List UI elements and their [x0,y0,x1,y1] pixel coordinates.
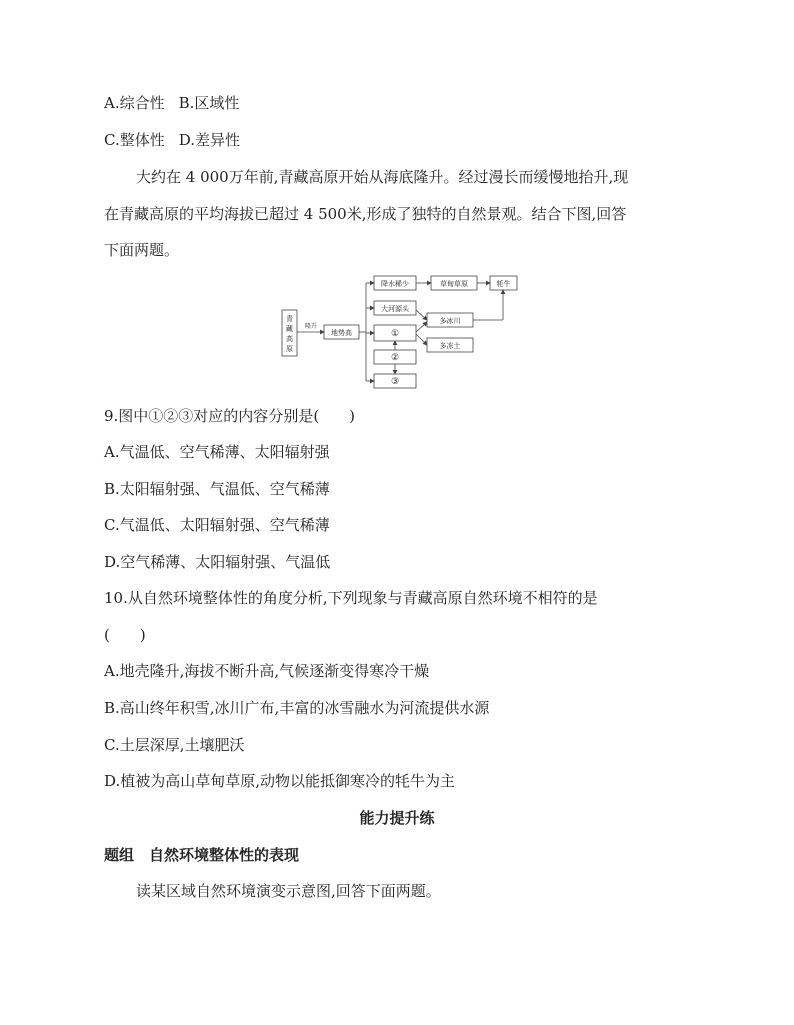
plateau-flow-diagram [278,270,522,394]
prev-option-b: B.区域性 [178,94,240,112]
passage-line-3: 下面两题。 [104,241,180,259]
prev-option-a: A.综合性 [104,94,165,112]
q9-option-d: D.空气稀薄、太阳辐射强、气温低 [104,553,331,571]
q10-option-a: A.地壳隆升,海拔不断升高,气候逐渐变得寒冷干燥 [104,662,430,680]
q10-option-b: B.高山终年积雪,冰川广布,丰富的冰雪融水为河流提供水源 [104,699,490,717]
q9-option-a: A.气温低、空气稀薄、太阳辐射强 [104,443,330,461]
box-terrain: 地势高 [331,329,352,337]
box-less-rain: 降水稀少 [381,280,409,288]
plateau-char-1: 青 [286,315,293,323]
prev-option-c: C.整体性 [104,131,165,149]
q9-stem: 9.图中①②③对应的内容分别是( ) [104,407,356,425]
passage-line-2: 在青藏高原的平均海拔已超过 4 500米,形成了独特的自然景观。结合下图,回答 [104,205,627,223]
prev-options-row-1 [104,93,239,113]
passage-line-1: 大约在 4 000万年前,青藏高原开始从海底隆升。经过漫长而缓慢地抬升,现 [136,168,629,186]
q9-option-b: B.太阳辐射强、气温低、空气稀薄 [104,480,330,498]
prev-option-d: D.差异性 [178,131,240,149]
box-2: ② [390,353,400,363]
box-permafrost: 多冻土 [439,342,461,350]
box-glacier: 多冰川 [439,317,461,325]
box-meadow: 草甸草原 [440,280,468,288]
q9-option-c: C.气温低、太阳辐射强、空气稀薄 [104,516,330,534]
box-3: ③ [390,377,400,387]
box-1: ① [390,329,400,339]
q10-option-d: D.植被为高山草甸草原,动物以能抵御寒冷的牦牛为主 [104,772,456,790]
prev-options-row-2 [104,130,240,150]
box-river-source: 大河源头 [381,305,409,313]
plateau-char-2: 藏 [286,325,293,333]
q10-answer-paren: ( ) [104,626,146,644]
uplift-label: 隆升 [304,323,318,330]
q10-stem: 10.从自然环境整体性的角度分析,下列现象与青藏高原自然环境不相符的是 [104,589,598,607]
q10-option-c: C.土层深厚,土壤肥沃 [104,736,245,754]
question-group-heading: 题组 自然环境整体性的表现 [104,846,300,864]
box-yak: 牦牛 [496,280,511,288]
section-intro: 读某区域自然环境演变示意图,回答下面两题。 [136,882,441,900]
section-title: 能力提升练 [359,809,435,827]
plateau-char-3: 高 [286,335,293,343]
plateau-char-4: 原 [286,345,293,353]
